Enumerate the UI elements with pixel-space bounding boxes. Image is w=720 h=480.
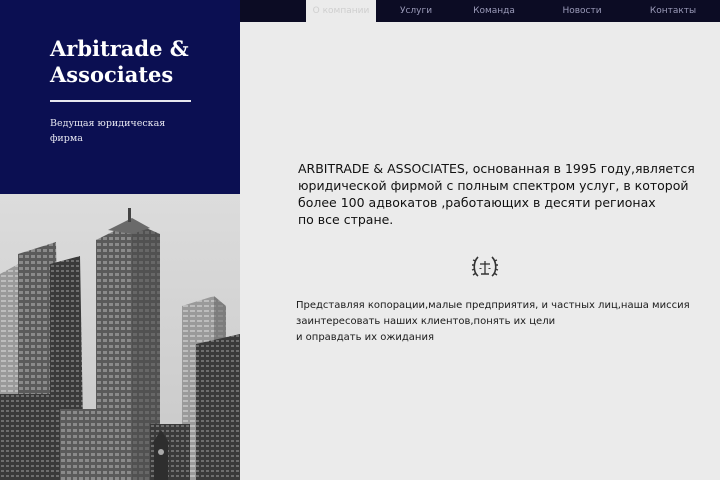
mission-text: Представляя копорации,малые предприятия, и частных лиц,наша миссия заинтересовать наших клиентов,понять их цели и оправдать их ожидания [296, 300, 690, 343]
brand-divider [50, 100, 191, 102]
laurel-scales-emblem-icon [470, 252, 500, 282]
nav-item-team[interactable]: Команда [473, 6, 515, 16]
brand-title[interactable]: Arbitrade & Associates [50, 36, 189, 87]
city-skyline-image [0, 194, 240, 480]
company-intro-text: ARBITRADE & ASSOCIATES, основанная в 1995 году,является юридической фирмой с полным спектром услуг, в которой более 100 адвокатов ,работающих в десяти регионах по все стране. [298, 161, 695, 227]
nav-item-news[interactable]: Новости [562, 6, 602, 16]
top-navigation [240, 0, 720, 22]
nav-item-about[interactable]: О компании [306, 0, 376, 22]
brand-tagline: Ведущая юридическая фирма [50, 118, 166, 144]
nav-item-contacts[interactable]: Контакты [649, 6, 697, 16]
brand-panel [0, 0, 240, 194]
nav-item-services[interactable]: Услуги [399, 6, 433, 16]
